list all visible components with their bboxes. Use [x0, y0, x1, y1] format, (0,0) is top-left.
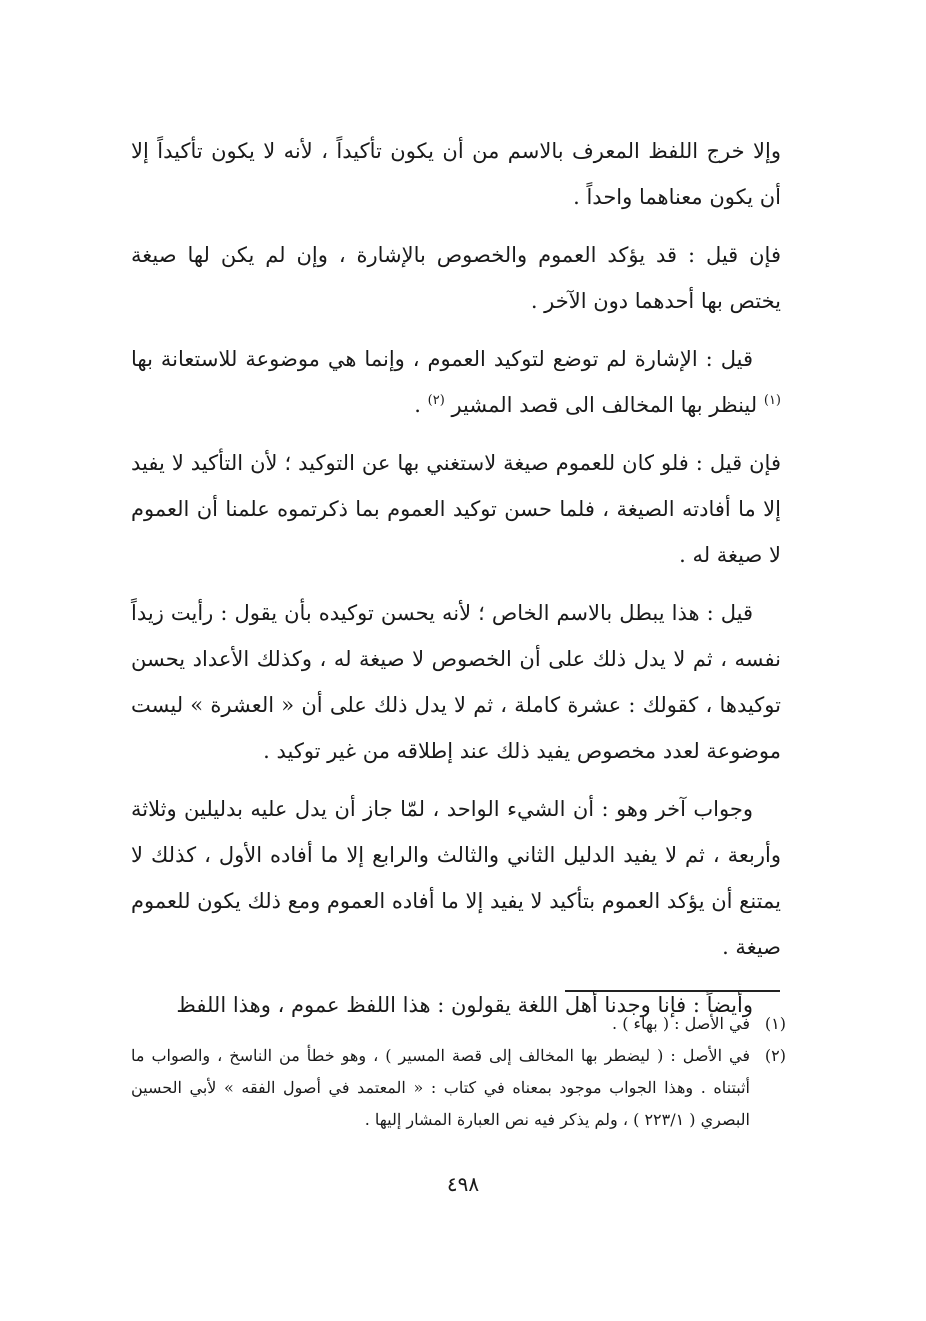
paragraph-3-text-start: قيل : الإشارة لم توضع لتوكيد العموم ، وإنما هي موضوعة للاستعانة بها [131, 347, 753, 371]
footnote-number: (٢) [764, 1046, 786, 1065]
footnotes [131, 1008, 786, 1136]
footnote-ref-1: (١) [763, 393, 781, 408]
page-number: ٤٩٨ [446, 1172, 480, 1196]
footnote-ref-2: (٢) [427, 393, 445, 408]
paragraph-3-text-end: . [414, 393, 421, 417]
footnote-number: (١) [764, 1014, 786, 1033]
footnote-text: في الأصل : ( ليضطر بها المخالف إلى قصة المسير ) ، وهو خطأ من الناسخ ، والصواب ما أثبتناه . وهذا الجواب موجود بمعناه في كتاب : « المعتمد في أصول الفقه » لأبي الحسين البصري ( ٢٢٣/١ ) ، ولم يذكر فيه نص العبارة المشار إليها . [131, 1046, 750, 1129]
footnote-1 [131, 1008, 786, 1040]
paragraph-3 [131, 336, 781, 428]
footnote-text: في الأصل : ( بهاء ) . [612, 1014, 750, 1033]
paragraph-7: وأيضاً : فإنا وجدنا أهل اللغة يقولون : هذا اللفظ عموم ، وهذا اللفظ [176, 993, 753, 1017]
paragraph-2: فإن قيل : قد يؤكد العموم والخصوص بالإشارة ، وإن لم يكن لها صيغة يختص بها أحدهما دون الآخر . [131, 243, 781, 313]
paragraph-6: وجواب آخر وهو : أن الشيء الواحد ، لمّا جاز أن يدل عليه بدليلين وثلاثة وأربعة ، ثم لا يفيد الدليل الثاني والثالث والرابع إلا ما أفاده الأول ، كذلك لا يمتنع أن يؤكد العموم بتأكيد لا يفيد إلا ما أفاده العموم ومع ذلك يكون للعموم صيغة . [131, 797, 781, 959]
paragraph-3-text-middle: لينظر بها المخالف الى قصد المشير [451, 393, 758, 417]
paragraph-4: فإن قيل : فلو كان للعموم صيغة لاستغني بها عن التوكيد ؛ لأن التأكيد لا يفيد إلا ما أفادته الصيغة ، فلما حسن توكيد العموم بما ذكرتموه علمنا أن العموم لا صيغة له . [131, 451, 781, 567]
main-text [131, 128, 781, 1040]
footnote-2 [131, 1040, 786, 1136]
paragraph-5: قيل : هذا يبطل بالاسم الخاص ؛ لأنه يحسن توكيده بأن يقول : رأيت زيداً نفسه ، ثم لا يدل ذلك على أن الخصوص لا صيغة له ، وكذلك الأعداد يحسن توكيدها ، كقولك : عشرة كاملة ، ثم لا يدل ذلك على أن « العشرة » ليست موضوعة لعدد مخصوص يفيد ذلك عند إطلاقه من غير توكيد . [131, 601, 781, 763]
footnote-divider [565, 990, 780, 992]
paragraph-1: وإلا خرج اللفظ المعرف بالاسم من أن يكون تأكيداً ، لأنه لا يكون تأكيداً إلا أن يكون معناهما واحداً . [131, 139, 781, 209]
